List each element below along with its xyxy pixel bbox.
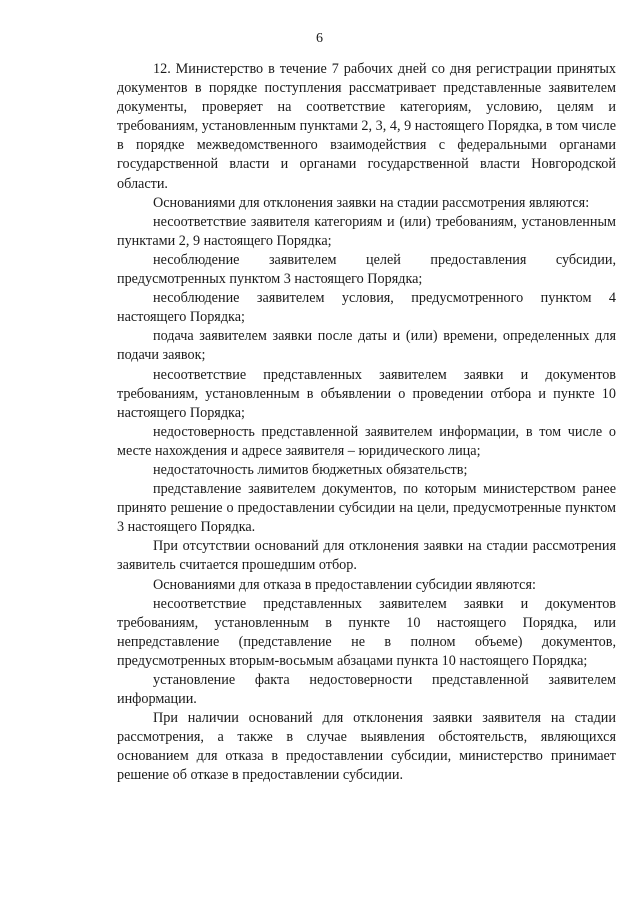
document-body [117, 60, 616, 786]
paragraph-selection-passed: При отсутствии оснований для отклонения заявки на стадии рассмотрения заявитель считается прошедшим отбор. [117, 538, 616, 574]
list-item: представление заявителем документов, по которым министерством ранее принято решение о предоставлении субсидии на цели, предусмотренные пунктом 3 настоящего Порядка. [117, 481, 616, 536]
paragraph-refusal-decision: При наличии оснований для отклонения заявки заявителя на стадии рассмотрения, а также в случае выявления обстоятельств, являющихся основанием для отказа в предоставлении субсидии, министерство принимает решение об отказе в предоставлении субсидии. [117, 710, 616, 784]
list-item: недостаточность лимитов бюджетных обязательств; [153, 461, 468, 478]
paragraph-refusal-grounds-intro: Основаниями для отказа в предоставлении субсидии являются: [153, 576, 536, 593]
paragraph-item-12: 12. Министерство в течение 7 рабочих дней со дня регистрации принятых документов в порядке поступления рассматривает представленные заявителем документы, проверяет на соответствие категориям, условию, целям и требованиям, установленным пунктами 2, 3, 4, 9 настоящего Порядка, в том числе в порядке межведомственного взаимодействия с федеральными органами государственной власти и органами государственной власти Новгородской области. [117, 61, 616, 192]
list-item: несоответствие представленных заявителем заявки и документов требованиям, установленным в объявлении о проведении отбора и пункте 10 настоящего Порядка; [117, 366, 616, 421]
page-number: 6 [316, 31, 323, 46]
list-item: подача заявителем заявки после даты и (или) времени, определенных для подачи заявок; [117, 328, 616, 364]
list-item: несоблюдение заявителем условия, предусмотренного пунктом 4 настоящего Порядка; [117, 290, 616, 326]
list-item: несоблюдение заявителем целей предоставления субсидии, предусмотренных пунктом 3 настоящего Порядка; [117, 251, 616, 288]
list-item: несоответствие заявителя категориям и (или) требованиям, установленным пунктами 2, 9 настоящего Порядка; [117, 213, 616, 249]
paragraph-rejection-grounds-intro: Основаниями для отклонения заявки на стадии рассмотрения являются: [153, 194, 590, 211]
list-item: недостоверность представленной заявителем информации, в том числе о месте нахождения и адресе заявителя – юридического лица; [117, 423, 616, 459]
list-item: несоответствие представленных заявителем заявки и документов требованиям, установленным в пункте 10 настоящего Порядка, или непредставление (представление не в полном объеме) документов, предусмотренных вторым-восьмым абзацами пункта 10 настоящего Порядка; [117, 595, 616, 669]
list-item: установление факта недостоверности представленной заявителем информации. [117, 672, 616, 708]
